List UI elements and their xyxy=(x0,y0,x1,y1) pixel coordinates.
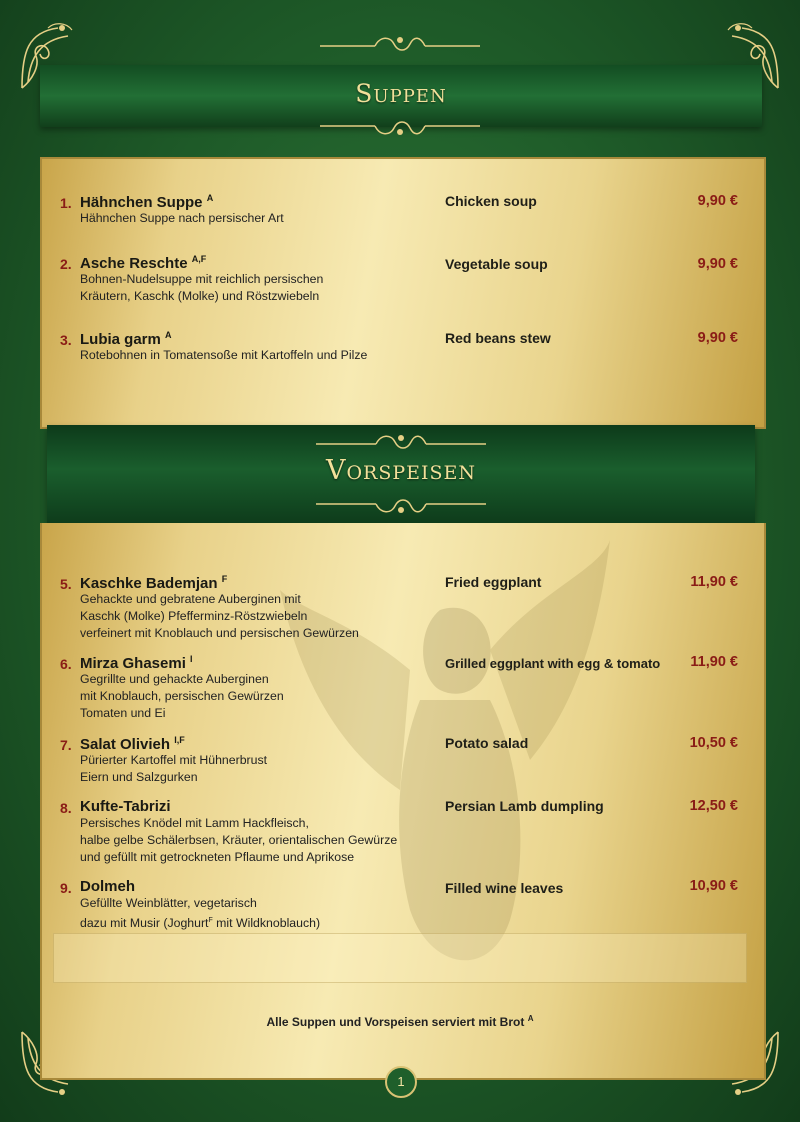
item-name: Hähnchen Suppe $^A$ xyxy=(80,193,214,211)
item-price: 11,90 € xyxy=(690,574,738,590)
item-number: 8. xyxy=(60,800,72,816)
item-english-name: Persian Lamb dumpling xyxy=(445,798,604,814)
item-name: Kufte-Tabrizi xyxy=(80,798,171,815)
item-price: 11,90 € xyxy=(690,654,738,670)
item-number: 3. xyxy=(60,332,72,348)
item-english-name: Vegetable soup xyxy=(445,256,548,272)
vorspeisen-header-band xyxy=(47,425,755,523)
item-description: Gehackte und gebratene Auberginen mit Kaschk (Molke) Pfefferminz-Röstzwiebeln verfeinert mit Knoblauch und persischen Gewürzen xyxy=(80,592,359,640)
item-english-name: Potato salad xyxy=(445,735,529,751)
vorspeisen-title: Vorspeisen xyxy=(325,455,477,486)
item-number: 7. xyxy=(60,737,72,753)
note-box xyxy=(53,933,747,983)
suppen-title: Suppen xyxy=(355,79,447,108)
item-price: 9,90 € xyxy=(697,330,738,346)
item-price: 9,90 € xyxy=(697,256,738,272)
item-english-name: Chicken soup xyxy=(445,193,537,209)
item-name: Salat Olivieh $^{I,F}$ xyxy=(80,735,185,753)
item-price: 9,90 € xyxy=(697,193,738,209)
flourish-icon xyxy=(320,34,480,58)
item-number: 1. xyxy=(60,195,72,211)
item-name: Mirza Ghasemi $^I$ xyxy=(80,654,193,672)
item-english-name: Red beans stew xyxy=(445,330,551,346)
flourish-icon xyxy=(316,491,486,517)
item-english-name: Grilled eggplant with egg & tomato xyxy=(445,656,661,671)
item-description: Hähnchen Suppe nach persischer Art xyxy=(80,211,284,225)
page-number: 1 xyxy=(385,1066,417,1098)
flourish-icon xyxy=(320,114,480,138)
item-number: 6. xyxy=(60,656,72,672)
item-name: Asche Reschte $^{A,F}$ xyxy=(80,254,207,272)
item-description: Persisches Knödel mit Lamm Hackfleisch, halbe gelbe Schälerbsen, Kräuter, orientalischen Gewürze und gefüllt mit getrockneten Pflaume und Aprikose xyxy=(80,816,398,864)
flourish-icon xyxy=(316,431,486,457)
item-name: Kaschke Bademjan $^F$ xyxy=(80,574,228,592)
item-english-name: Fried eggplant xyxy=(445,574,542,590)
item-number: 2. xyxy=(60,256,72,272)
item-number: 5. xyxy=(60,576,72,592)
item-english-name: Filled wine leaves xyxy=(445,880,564,896)
item-description: Gegrillte und gehackte Auberginen mit Knoblauch, persischen Gewürzen Tomaten und Ei xyxy=(80,672,284,720)
item-name: Dolmeh xyxy=(80,878,136,895)
item-description: Bohnen-Nudelsuppe mit reichlich persischen Kräutern, Kaschk (Molke) und Röstzwiebeln xyxy=(80,272,324,303)
item-name: Lubia garm $^A$ xyxy=(80,330,172,348)
item-description: Rotebohnen in Tomatensoße mit Kartoffeln und Pilze xyxy=(80,348,368,362)
item-price: 10,90 € xyxy=(689,878,738,894)
item-description: Gefüllte Weinblätter, vegetarisch dazu mit Musir (Joghurt$^F$ mit Wildknoblauch) xyxy=(80,896,321,931)
footer-note: Alle Suppen und Vorspeisen serviert mit Brot $^A$ xyxy=(266,1014,534,1029)
item-description: Pürierter Kartoffel mit Hühnerbrust Eiern und Salzgurken xyxy=(80,753,268,784)
item-price: 12,50 € xyxy=(689,798,738,814)
item-number: 9. xyxy=(60,880,72,896)
item-price: 10,50 € xyxy=(689,735,738,751)
